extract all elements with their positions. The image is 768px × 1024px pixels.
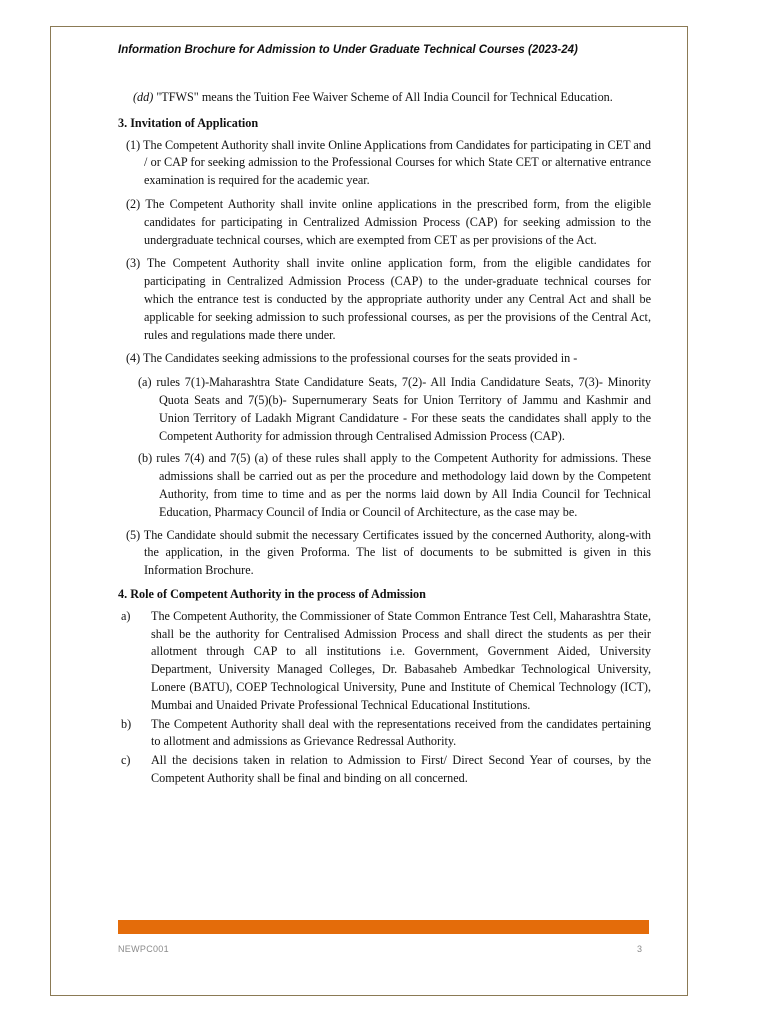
section-4-item-c (118, 752, 651, 788)
list-label: b) (121, 716, 132, 731)
footer-code: NEWPC001 (118, 944, 169, 954)
list-text: The Competent Authority, the Commissioner of State Common Entrance Test Cell, Maharashtra State, shall be the authority for Centralised Admission Process and shall direct the students as per their allotment through CAP to all institutions i.e. Government, Government Aided, University Department, University Managed Colleges, Dr. Babasaheb Ambedkar Technological University, Lonere (BATU), COEP Technological University, Pune and Institute of Chemical Technology (ICT), Mumbai and Unaided Private Professional Technical Educational Institutions. (151, 608, 651, 712)
section-3-item-3: (3) The Competent Authority shall invite online application form, from the eligible candidates for participating in Centralized Admission Process (CAP) to the under-graduate technical courses for which the entrance test is conducted by the appropriate authority under any Central Act and shall be applicable for seeking admission to such professional courses, as per the provisions of the Central Act, rules and regulations made there under. (126, 256, 651, 342)
definition-tfws (118, 89, 651, 107)
section-3-title: 3. Invitation of Application (118, 115, 259, 130)
section-3-item-4b: (b) rules 7(4) and 7(5) (a) of these rules shall apply to the Competent Authority for admissions. These admissions shall be carried out as per the procedure and methodology laid down by the Competent Authority, from time to time and as per the norms laid down by All India Council for Technical Education, Pharmacy Council of India or Council of Architecture, as the case may be. (138, 451, 651, 519)
section-3-item-5: (5) The Candidate should submit the necessary Certificates issued by the concerned Authority, along-with the application, in the given Proforma. The list of documents to be submitted is given in this Information Brochure. (126, 527, 651, 578)
definition-text: "TFWS" means the Tuition Fee Waiver Scheme of All India Council for Technical Education. (156, 90, 613, 104)
footer-accent-bar (118, 920, 649, 934)
page-header: Information Brochure for Admission to Under Graduate Technical Courses (2023-24) (118, 44, 578, 56)
section-4-item-a (118, 608, 651, 715)
document-body (118, 89, 651, 789)
section-3-item-4: (4) The Candidates seeking admissions to the professional courses for the seats provided in - (126, 351, 578, 366)
list-label: c) (121, 753, 131, 768)
list-label: a) (121, 608, 131, 623)
section-3-item-4a: (a) rules 7(1)-Maharashtra State Candidature Seats, 7(2)- All India Candidature Seats, 7(3)- Minority Quota Seats and 7(5)(b)- Supernumerary Seats for Union Territory of Jammu and Kashmir and Union Territory of Ladakh Migrant Candidature - For these seats the candidates shall apply to the Competent Authority for admission through Centralised Admission Process (CAP). (138, 375, 651, 443)
section-3-item-2: (2) The Competent Authority shall invite online applications in the prescribed form, from the eligible candidates for participating in Centralized Admission Process (CAP) for seeking admission to the undergraduate technical courses, which are exempted from CET as per provisions of the Act. (126, 196, 651, 247)
list-text: All the decisions taken in relation to Admission to First/ Direct Second Year of courses, by the Competent Authority shall be final and binding on all concerned. (151, 753, 651, 785)
definition-label: (dd) (133, 90, 154, 104)
list-text: The Competent Authority shall deal with the representations received from the candidates pertaining to allotment and admissions as Grievance Redressal Authority. (151, 716, 651, 749)
section-4-title: 4. Role of Competent Authority in the process of Admission (118, 586, 426, 601)
section-4-item-b (118, 716, 651, 752)
page-number: 3 (637, 944, 643, 954)
section-3-item-1: (1) The Competent Authority shall invite Online Applications from Candidates for participating in CET and / or CAP for seeking admission to the Professional Courses for which State CET or alternative entrance examination is required for the academic year. (126, 137, 651, 188)
